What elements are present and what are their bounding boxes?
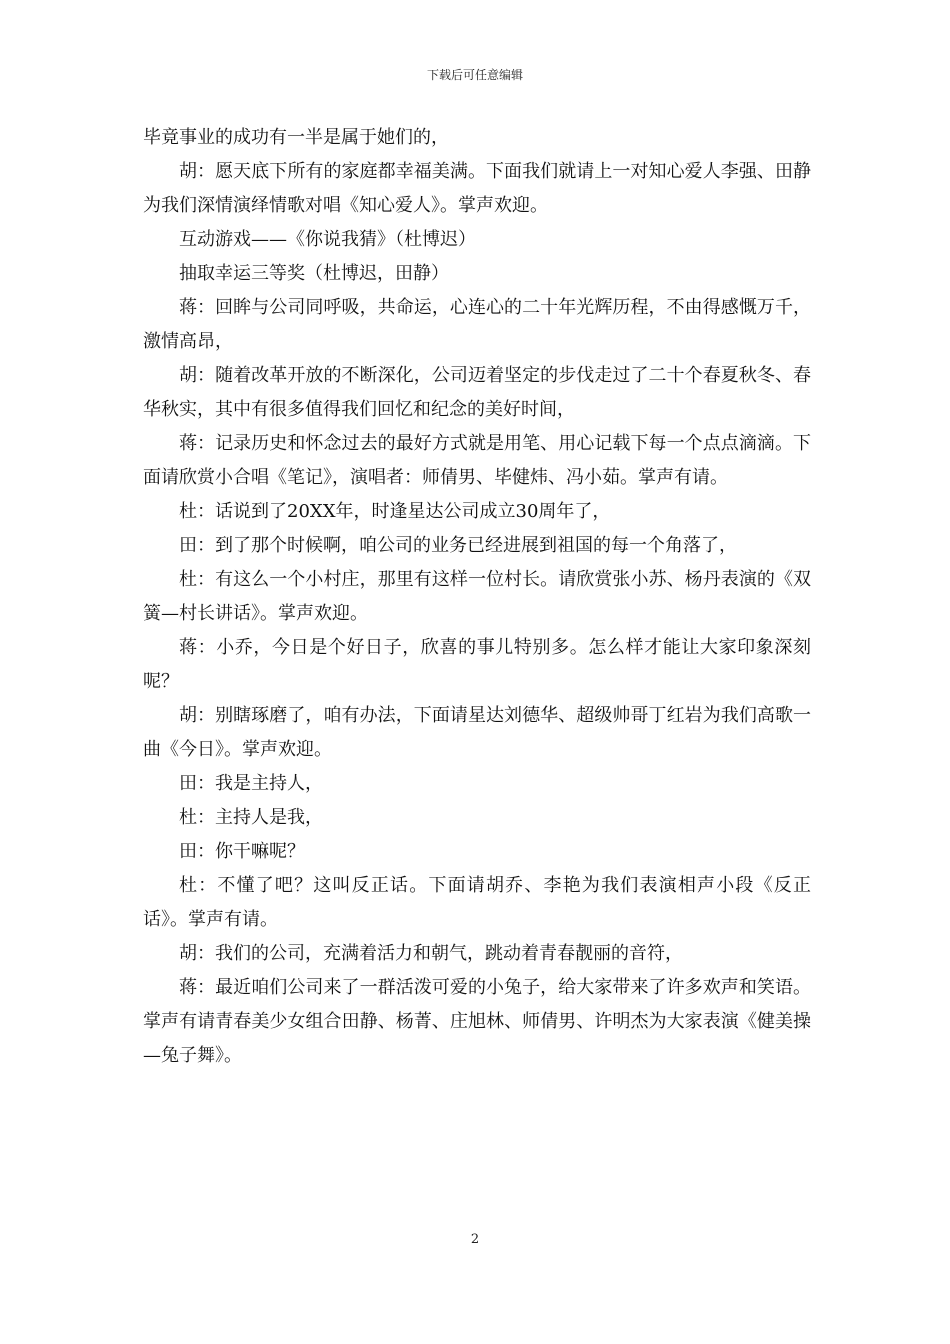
paragraph: 田：我是主持人， [179, 773, 323, 794]
paragraph: 抽取幸运三等奖（杜博迟，田静） [179, 263, 449, 284]
paragraph: 杜：有这么一个小村庄，那里有这样一位村长。请欣赏张小苏、杨丹表演的《双簧—村长讲话》。掌声欢迎。 [143, 569, 811, 624]
paragraph: 蒋：小乔，今日是个好日子，欣喜的事儿特别多。怎么样才能让大家印象深刻呢？ [143, 637, 811, 692]
paragraph: 胡：愿天底下所有的家庭都幸福美满。下面我们就请上一对知心爱人李强、田静为我们深情演绎情歌对唱《知心爱人》。掌声欢迎。 [143, 161, 811, 216]
paragraph: 蒋：最近咱们公司来了一群活泼可爱的小兔子，给大家带来了许多欢声和笑语。掌声有请青春美少女组合田静、杨菁、庄旭林、师倩男、许明杰为大家表演《健美操—兔子舞》。 [143, 977, 811, 1066]
paragraph: 田：到了那个时候啊，咱公司的业务已经进展到祖国的每一个角落了， [179, 535, 737, 556]
paragraph: 田：你干嘛呢？ [179, 841, 305, 862]
paragraph: 毕竟事业的成功有一半是属于她们的， [143, 127, 449, 148]
paragraph: 胡：别瞎琢磨了，咱有办法，下面请星达刘德华、超级帅哥丁红岩为我们高歌一曲《今日》。掌声欢迎。 [143, 705, 811, 760]
paragraph: 胡：随着改革开放的不断深化，公司迈着坚定的步伐走过了二十个春夏秋冬、春华秋实，其中有很多值得我们回忆和纪念的美好时间， [143, 365, 811, 420]
page-number: 2 [470, 1232, 480, 1247]
document-body [143, 121, 811, 1073]
paragraph: 胡：我们的公司，充满着活力和朝气，跳动着青春靓丽的音符， [179, 943, 683, 964]
paragraph: 互动游戏——《你说我猜》（杜博迟） [179, 229, 476, 250]
paragraph: 蒋：记录历史和怀念过去的最好方式就是用笔、用心记载下每一个点点滴滴。下面请欣赏小合唱《笔记》，演唱者：师倩男、毕健炜、冯小茹。掌声有请。 [143, 433, 811, 488]
paragraph: 杜：主持人是我， [179, 807, 323, 828]
paragraph: 杜：不懂了吧？这叫反正话。下面请胡乔、李艳为我们表演相声小段《反正话》。掌声有请。 [143, 875, 811, 930]
paragraph: 杜：话说到了20XX年，时逢星达公司成立30周年了， [179, 501, 611, 522]
page-header: 下载后可任意编辑 [426, 68, 523, 82]
paragraph: 蒋：回眸与公司同呼吸，共命运，心连心的二十年光辉历程，不由得感慨万千，激情高昂， [143, 297, 811, 352]
